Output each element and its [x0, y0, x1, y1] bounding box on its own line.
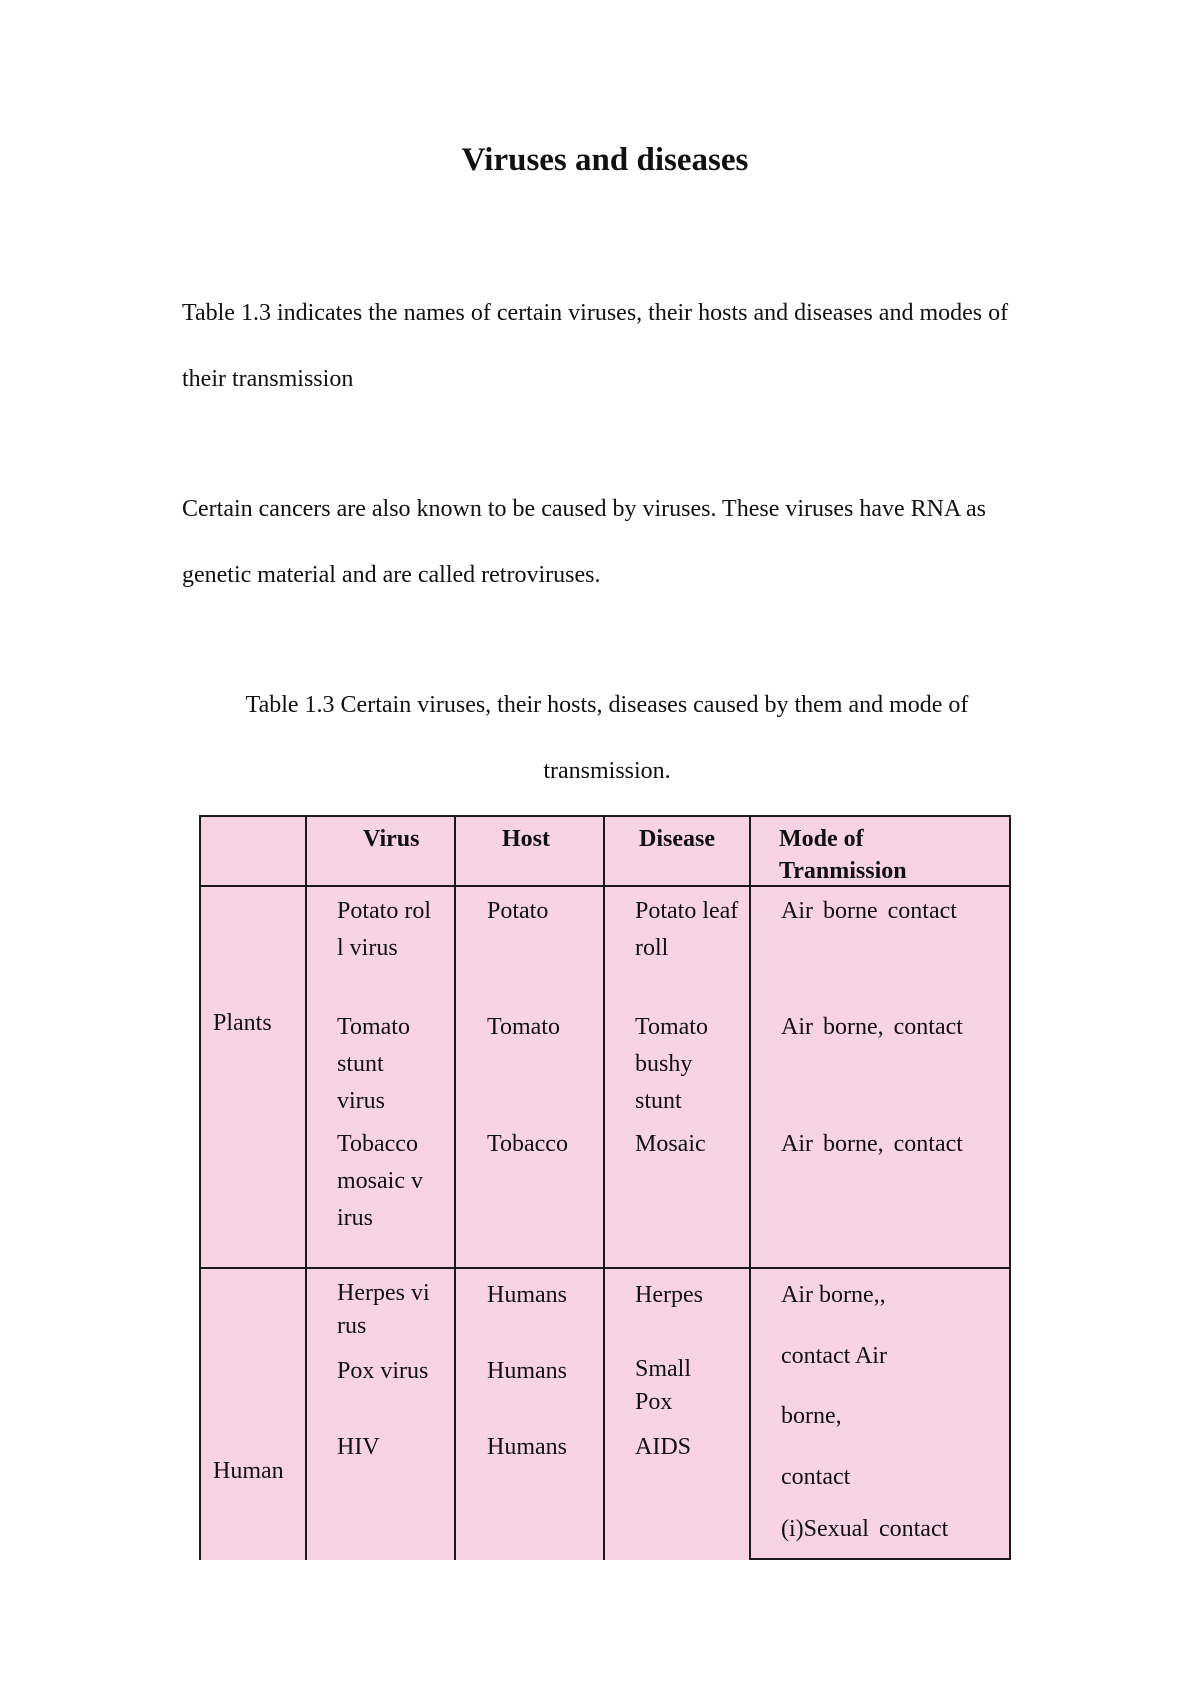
table-border-top	[199, 815, 1011, 817]
disease-cell: AIDS	[635, 1434, 692, 1460]
host-cell: Tomato	[487, 1014, 560, 1040]
header-virus: Virus	[363, 826, 420, 852]
mode-line: (i)Sexual contact	[781, 1516, 949, 1542]
virus-cell: Potato roll virus	[337, 898, 431, 961]
mode-cell: Air borne, contact	[781, 1131, 963, 1157]
table-caption: Table 1.3 Certain viruses, their hosts, diseases caused by them and mode of transmission.	[245, 692, 969, 784]
intro-paragraph: Table 1.3 indicates the names of certain viruses, their hosts and diseases and modes of their transmission	[182, 300, 1009, 392]
mode-cell: Air borne contact	[781, 898, 957, 924]
disease-cell: Herpes	[635, 1282, 703, 1308]
table-divider-2	[454, 815, 456, 1560]
group-divider	[199, 1267, 1011, 1269]
table-divider-4	[749, 815, 751, 1560]
table-border-right	[1009, 815, 1011, 1560]
table-border-left	[199, 815, 201, 1560]
mode-cell: Air borne, contact	[781, 1014, 963, 1040]
mode-line: contact	[781, 1464, 851, 1490]
header-host: Host	[502, 826, 550, 852]
group-label-human: Human	[213, 1458, 284, 1484]
virus-cell: Tobacco mosaic virus	[337, 1131, 423, 1231]
host-cell: Humans	[487, 1282, 567, 1308]
table-divider-1	[305, 815, 307, 1560]
group-label-plants: Plants	[213, 1010, 272, 1036]
header-mode: Mode of Tranmission	[779, 826, 907, 884]
virus-cell: HIV	[337, 1434, 380, 1460]
mode-line: borne,	[781, 1403, 842, 1429]
host-cell: Tobacco	[487, 1131, 568, 1157]
virus-cell: Pox virus	[337, 1358, 429, 1384]
disease-cell: Tomato bushy stunt	[635, 1014, 708, 1114]
virus-cell: Herpes virus	[337, 1280, 430, 1339]
disease-cell: Potato leaf roll	[635, 898, 739, 961]
header-disease: Disease	[639, 826, 715, 852]
mode-line: Air borne,,	[781, 1282, 886, 1308]
disease-cell: Small Pox	[635, 1356, 692, 1415]
table-border-bottom	[749, 1558, 1011, 1560]
virus-table	[199, 815, 1011, 1560]
host-cell: Humans	[487, 1434, 567, 1460]
virus-cell: Tomato stunt virus	[337, 1014, 410, 1114]
table-divider-3	[603, 815, 605, 1560]
mode-line: contact Air	[781, 1343, 887, 1369]
disease-cell: Mosaic	[635, 1131, 706, 1157]
host-cell: Potato	[487, 898, 549, 924]
retrovirus-paragraph: Certain cancers are also known to be caused by viruses. These viruses have RNA as genetic material and are called retroviruses.	[182, 496, 986, 588]
page-title: Viruses and diseases	[461, 142, 749, 178]
host-cell: Humans	[487, 1358, 567, 1384]
